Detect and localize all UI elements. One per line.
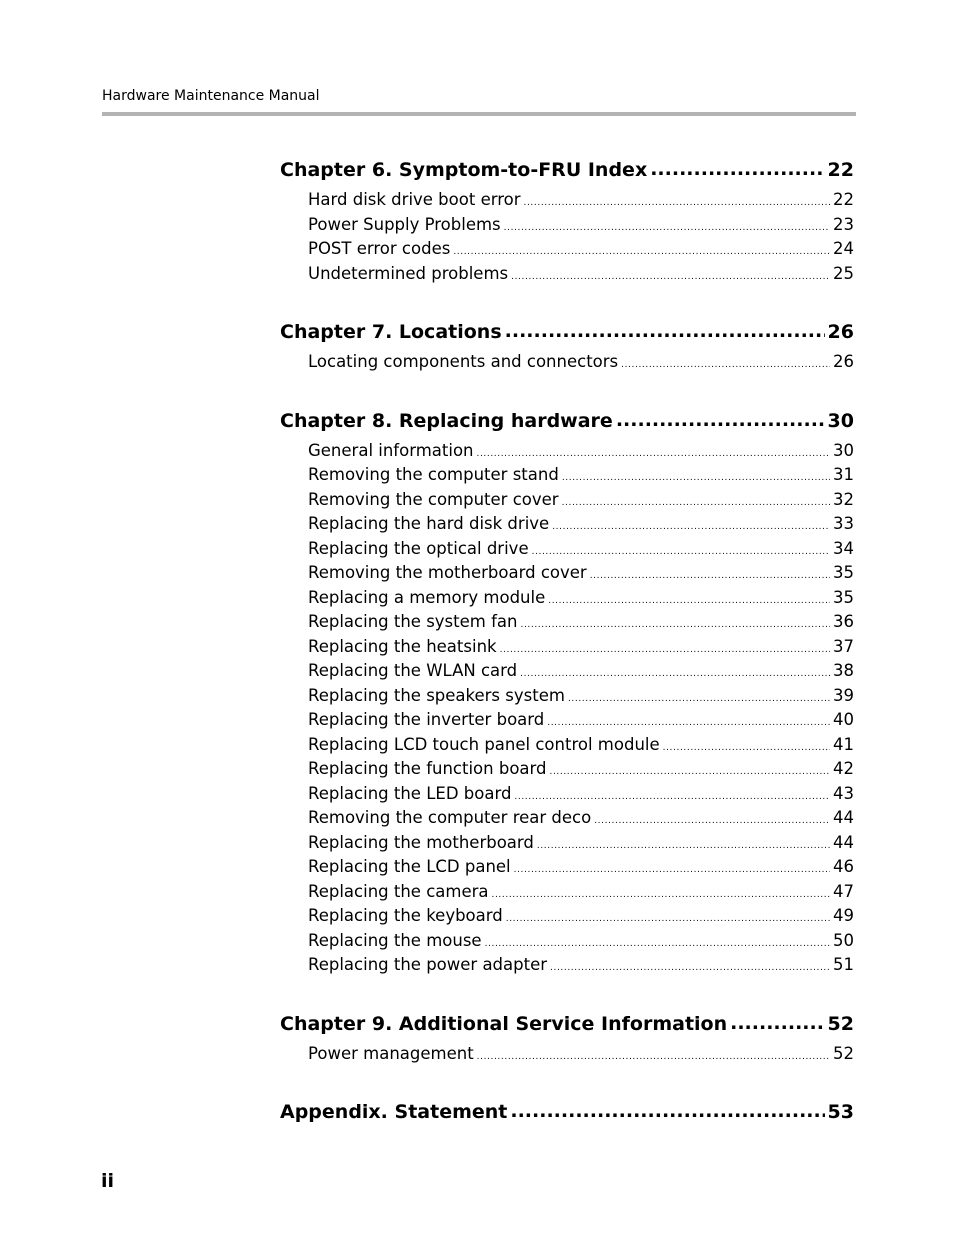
toc-entry-title: Replacing a memory module xyxy=(308,587,546,607)
toc-entry-page: 25 xyxy=(833,263,854,283)
toc-chapter xyxy=(280,156,854,286)
toc-entry-title: Replacing the system fan xyxy=(308,612,518,631)
dot-leader xyxy=(477,442,831,467)
toc-entry-page: 42 xyxy=(833,759,854,778)
dot-leader xyxy=(568,687,830,712)
header-rule xyxy=(102,112,856,116)
toc-entry[interactable] xyxy=(280,708,854,733)
toc-entry[interactable] xyxy=(280,188,854,213)
toc-entry-title: Replacing the keyboard xyxy=(308,906,503,925)
toc-chapter-title: Chapter 8. Replacing hardware xyxy=(280,409,613,432)
dot-leader xyxy=(504,216,830,241)
dot-leader xyxy=(552,515,830,540)
toc-entry-title: Replacing the inverter board xyxy=(308,710,545,729)
toc-entry-page: 26 xyxy=(833,352,854,371)
page-number: ii xyxy=(101,1170,115,1192)
toc-entry-title: Replacing the speakers system xyxy=(308,685,565,705)
toc-entry-title: Hard disk drive boot error xyxy=(308,190,521,209)
toc-entry-page: 35 xyxy=(833,563,854,582)
toc-entry[interactable] xyxy=(280,782,854,807)
toc-chapter xyxy=(280,1010,854,1067)
toc-entry[interactable] xyxy=(280,635,854,660)
toc-entry[interactable] xyxy=(280,262,854,287)
toc-entry-title: Replacing the motherboard xyxy=(308,832,534,852)
dot-leader xyxy=(492,883,830,908)
toc-chapter-page: 52 xyxy=(827,1012,854,1035)
dot-leader xyxy=(514,858,830,883)
toc-entry-page: 22 xyxy=(833,190,854,209)
toc-chapter-page: 22 xyxy=(827,159,854,181)
dot-leader xyxy=(477,1045,830,1070)
dot-leader xyxy=(505,317,825,345)
toc-entry[interactable] xyxy=(280,537,854,562)
toc-entry-page: 31 xyxy=(833,465,854,484)
toc-entry-page: 24 xyxy=(833,239,854,258)
toc-entry[interactable] xyxy=(280,237,854,262)
toc-entry[interactable] xyxy=(280,610,854,635)
toc-entry[interactable] xyxy=(280,953,854,978)
toc-entry[interactable] xyxy=(280,806,854,831)
toc-entry-title: Replacing LCD touch panel control module xyxy=(308,734,660,754)
toc-entry-page: 37 xyxy=(833,636,854,656)
dot-leader xyxy=(590,564,830,589)
toc-entry-title: Removing the computer stand xyxy=(308,465,559,484)
dot-leader xyxy=(547,711,830,736)
toc-entry-page: 38 xyxy=(833,661,854,680)
toc-entry[interactable] xyxy=(280,880,854,905)
toc-entry-page: 23 xyxy=(833,214,854,234)
toc-entry-page: 52 xyxy=(833,1043,854,1063)
toc-entry[interactable] xyxy=(280,463,854,488)
toc-entry-title: Replacing the hard disk drive xyxy=(308,514,550,533)
toc-entry[interactable] xyxy=(280,350,854,375)
toc-entry[interactable] xyxy=(280,213,854,238)
dot-leader xyxy=(550,956,830,981)
toc-entry-page: 44 xyxy=(833,832,854,852)
toc-entry-page: 35 xyxy=(833,587,854,607)
toc-entry-title: Replacing the LED board xyxy=(308,783,512,803)
toc-entry[interactable] xyxy=(280,488,854,513)
toc-entry-list xyxy=(280,350,854,375)
dot-leader xyxy=(537,834,830,859)
toc-entry[interactable] xyxy=(280,1042,854,1067)
dot-leader xyxy=(616,406,825,434)
dot-leader xyxy=(520,662,830,687)
dot-leader xyxy=(562,466,830,491)
toc-entry-page: 51 xyxy=(833,955,854,974)
toc-entry-page: 43 xyxy=(833,783,854,803)
toc-entry-title: Replacing the heatsink xyxy=(308,636,497,656)
toc-entry[interactable] xyxy=(280,439,854,464)
toc-chapter-title: Chapter 7. Locations xyxy=(280,321,502,343)
dot-leader xyxy=(621,353,830,378)
toc-chapter xyxy=(280,1098,854,1126)
toc-entry-title: Power management xyxy=(308,1043,474,1063)
toc-entry[interactable] xyxy=(280,904,854,929)
toc-chapter xyxy=(280,318,854,375)
toc-entry-title: Replacing the LCD panel xyxy=(308,857,511,876)
toc-chapter-title: Chapter 9. Additional Service Information xyxy=(280,1012,728,1035)
toc-entry-title: POST error codes xyxy=(308,239,451,258)
toc-chapter-heading[interactable] xyxy=(280,318,854,346)
dot-leader xyxy=(550,760,831,785)
toc-entry-page: 39 xyxy=(833,685,854,705)
toc-entry[interactable] xyxy=(280,855,854,880)
running-header: Hardware Maintenance Manual xyxy=(102,88,320,104)
toc-entry-page: 33 xyxy=(833,514,854,533)
toc-entry-page: 30 xyxy=(833,440,854,460)
toc-entry-page: 50 xyxy=(833,930,854,950)
toc-entry-page: 49 xyxy=(833,906,854,925)
toc-entry-title: Replacing the camera xyxy=(308,881,489,901)
dot-leader xyxy=(485,932,830,957)
toc-entry-page: 47 xyxy=(833,881,854,901)
toc-entry-title: Removing the computer cover xyxy=(308,489,559,509)
toc-entry-title: Replacing the mouse xyxy=(308,930,482,950)
toc-entry-page: 41 xyxy=(833,734,854,754)
toc-entry-title: Removing the motherboard cover xyxy=(308,563,587,582)
toc-entry[interactable] xyxy=(280,733,854,758)
toc-entry-page: 44 xyxy=(833,808,854,827)
dot-leader xyxy=(532,540,830,565)
toc-entry-list xyxy=(280,188,854,286)
toc-chapter-title: Chapter 6. Symptom-to-FRU Index xyxy=(280,159,648,181)
dot-leader xyxy=(500,638,830,663)
toc-chapter-heading[interactable] xyxy=(280,156,854,184)
dot-leader xyxy=(510,1097,824,1125)
toc-entry-title: Replacing the power adapter xyxy=(308,955,548,974)
toc-chapter-page: 30 xyxy=(827,409,854,432)
toc-entry[interactable] xyxy=(280,757,854,782)
toc-entry-page: 36 xyxy=(833,612,854,631)
toc-entry-list xyxy=(280,439,854,978)
dot-leader xyxy=(730,1009,824,1037)
dot-leader xyxy=(453,240,830,265)
dot-leader xyxy=(524,191,830,216)
toc-entry-title: Power Supply Problems xyxy=(308,214,501,234)
dot-leader xyxy=(514,785,830,810)
toc-entry-page: 46 xyxy=(833,857,854,876)
toc-chapter-title: Appendix. Statement xyxy=(280,1101,508,1123)
toc-chapter-heading[interactable] xyxy=(280,407,854,435)
toc-chapter-page: 26 xyxy=(827,321,854,343)
dot-leader xyxy=(562,491,830,516)
dot-leader xyxy=(520,613,830,638)
toc-entry[interactable] xyxy=(280,929,854,954)
toc-entry-page: 40 xyxy=(833,710,854,729)
toc-entry[interactable] xyxy=(280,586,854,611)
toc-entry-page: 34 xyxy=(833,538,854,558)
toc-entry-title: Undetermined problems xyxy=(308,263,509,283)
toc-chapter-page: 53 xyxy=(827,1101,854,1123)
dot-leader xyxy=(511,265,830,290)
toc-entry-title: Replacing the optical drive xyxy=(308,538,529,558)
table-of-contents xyxy=(280,156,854,1158)
toc-entry[interactable] xyxy=(280,831,854,856)
dot-leader xyxy=(663,736,830,761)
toc-entry-title: Replacing the WLAN card xyxy=(308,661,518,680)
toc-entry[interactable] xyxy=(280,684,854,709)
toc-chapter-heading[interactable] xyxy=(280,1010,854,1038)
toc-entry[interactable] xyxy=(280,561,854,586)
toc-chapter-heading[interactable] xyxy=(280,1098,854,1126)
toc-entry-list xyxy=(280,1042,854,1067)
toc-entry[interactable] xyxy=(280,659,854,684)
toc-entry-page: 32 xyxy=(833,489,854,509)
toc-chapter xyxy=(280,407,854,978)
toc-entry-title: Removing the computer rear deco xyxy=(308,808,592,827)
toc-entry-title: General information xyxy=(308,440,474,460)
dot-leader xyxy=(506,907,830,932)
dot-leader xyxy=(548,589,830,614)
toc-entry-title: Replacing the function board xyxy=(308,759,547,778)
dot-leader xyxy=(594,809,830,834)
toc-entry[interactable] xyxy=(280,512,854,537)
toc-entry-title: Locating components and connectors xyxy=(308,352,619,371)
dot-leader xyxy=(650,155,824,183)
